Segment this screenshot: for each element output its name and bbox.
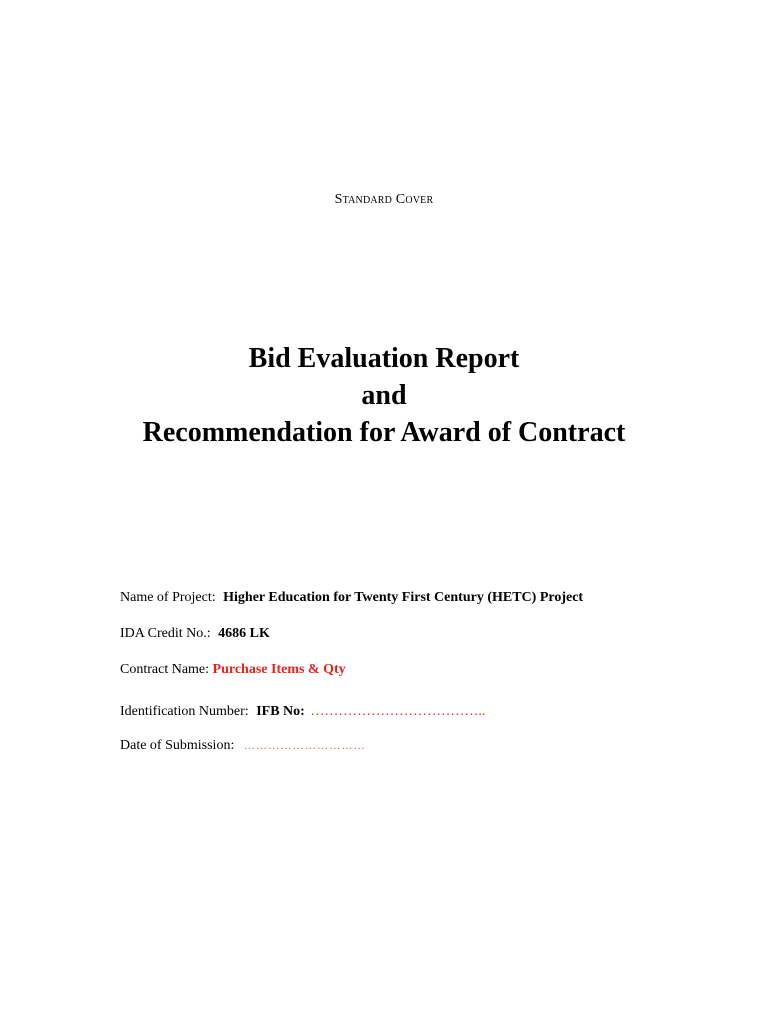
project-name-label: Name of Project: xyxy=(120,590,216,605)
identification-number-label: Identification Number: xyxy=(120,704,249,719)
identification-number-field xyxy=(120,704,485,720)
title-line-1: Bid Evaluation Report xyxy=(248,343,520,374)
ifb-label: IFB No: xyxy=(256,704,305,719)
credit-number-field xyxy=(120,626,270,642)
credit-number-value: 4686 LK xyxy=(218,626,270,641)
contract-name-field xyxy=(120,662,346,678)
ifb-number-placeholder: ……………………………….. xyxy=(310,704,486,719)
title-line-3: Recommendation for Award of Contract xyxy=(142,417,626,448)
contract-name-value: Purchase Items & Qty xyxy=(212,662,346,677)
submission-date-field xyxy=(120,738,366,754)
project-name-value: Higher Education for Twenty First Century (HETC) Project xyxy=(223,590,584,605)
title-line-2: and xyxy=(361,380,407,411)
contract-name-label: Contract Name: xyxy=(120,662,210,677)
submission-date-label: Date of Submission: xyxy=(120,738,235,753)
cover-label: Standard Cover xyxy=(334,192,434,207)
project-name-field xyxy=(120,590,583,606)
report-title xyxy=(0,340,768,451)
submission-date-placeholder: ………………………… xyxy=(243,740,366,752)
credit-number-label: IDA Credit No.: xyxy=(120,626,211,641)
